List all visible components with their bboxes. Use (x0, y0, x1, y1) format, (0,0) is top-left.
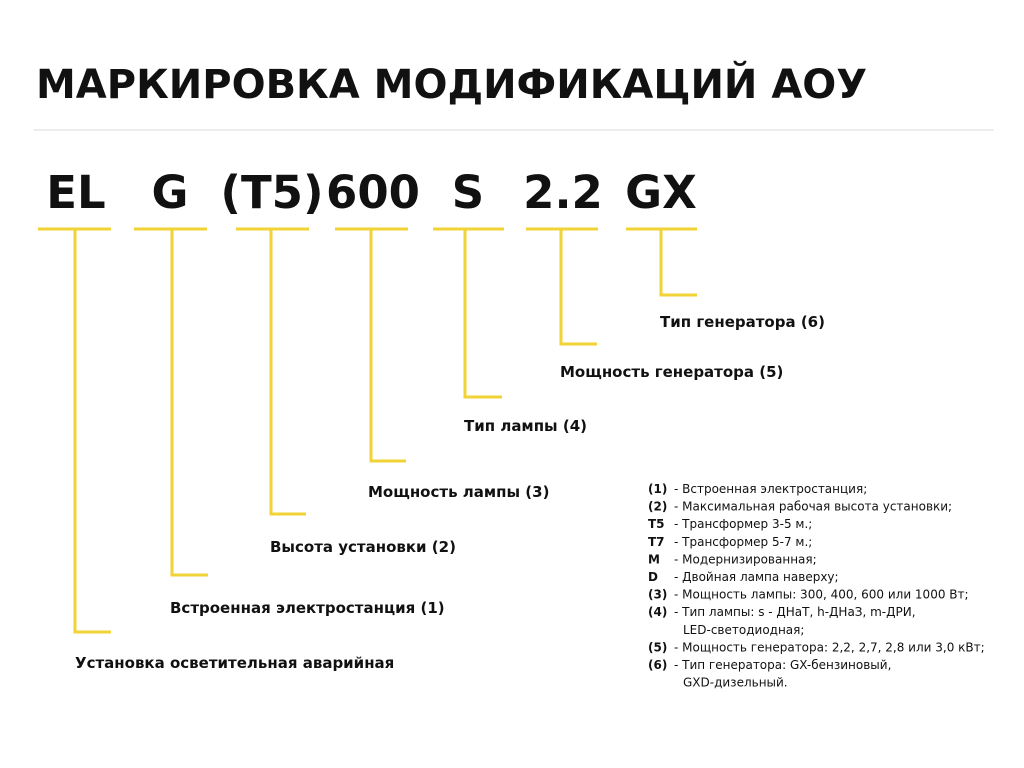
code-segment-bracket (75, 229, 111, 632)
legend-key: (3) (648, 587, 668, 602)
legend-text: GXD-дизельный. (683, 675, 788, 690)
legend-key: T7 (648, 534, 665, 549)
code-segment-bracket (661, 229, 697, 295)
code-segment-text: G (151, 166, 189, 219)
legend-key: (5) (648, 640, 668, 655)
legend-key: (6) (648, 658, 668, 672)
legend-item (648, 658, 891, 690)
code-segment-label: Высота установки (2) (270, 538, 456, 556)
legend-item (648, 640, 985, 654)
code-segment-bracket (371, 229, 406, 461)
code-segment-text: S (451, 166, 485, 219)
legend (648, 482, 985, 690)
legend-text: - Встроенная электростанция; (674, 482, 868, 496)
legend-text: - Максимальная рабочая высота установки; (674, 499, 953, 514)
code-segment-bracket (465, 229, 502, 397)
legend-item (648, 552, 817, 566)
legend-text: - Мощность генератора: 2,2, 2,7, 2,8 или 3,0 кВт; (674, 640, 985, 655)
code-segment-text: 2.2 (523, 166, 603, 219)
code-segment-bracket (561, 229, 597, 344)
legend-key: (4) (648, 605, 668, 620)
legend-item (648, 500, 952, 514)
code-segment-text: GX (625, 166, 697, 219)
legend-text: - Трансформер 3-5 м.; (674, 517, 813, 532)
legend-text: - Модернизированная; (674, 552, 817, 567)
code-segment-text: (T5) (220, 166, 324, 219)
code-segment-label: Встроенная электростанция (1) (170, 599, 445, 617)
code-segment-text: EL (46, 166, 106, 219)
page-title: МАРКИРОВКА МОДИФИКАЦИЙ АОУ (36, 62, 868, 108)
legend-item (648, 588, 969, 602)
code-segment (38, 166, 394, 672)
legend-item (648, 605, 916, 637)
legend-text: - Тип генератора: GX-бензиновый, (674, 658, 892, 672)
code-segment-bracket (271, 229, 306, 514)
code-segment-label: Тип лампы (4) (464, 417, 587, 435)
legend-item (648, 482, 867, 496)
code-segment-label: Установка осветительная аварийная (75, 654, 395, 672)
legend-item (648, 535, 812, 549)
legend-text: - Трансформер 5-7 м.; (674, 534, 813, 549)
legend-key: D (648, 570, 658, 584)
legend-key: (2) (648, 499, 668, 514)
legend-text: - Мощность лампы: 300, 400, 600 или 1000 Вт; (674, 587, 969, 602)
legend-key: M (648, 552, 660, 567)
legend-item (648, 517, 812, 531)
legend-text: LED-светодиодная; (683, 622, 805, 637)
legend-key: (1) (648, 482, 668, 496)
code-segment-text: 600 (326, 166, 420, 219)
legend-item (648, 570, 839, 584)
legend-key: T5 (648, 517, 665, 532)
code-segment (326, 166, 549, 501)
legend-text: - Тип лампы: s - ДНаТ, h-ДНаЗ, m-ДРИ, (674, 605, 916, 620)
code-segment (625, 166, 825, 331)
code-segment-label: Тип генератора (6) (660, 313, 825, 331)
code-segment-bracket (172, 229, 208, 575)
code-segment-label: Мощность генератора (5) (560, 363, 784, 381)
code-segment-label: Мощность лампы (3) (368, 483, 550, 501)
legend-text: - Двойная лампа наверху; (674, 570, 839, 584)
